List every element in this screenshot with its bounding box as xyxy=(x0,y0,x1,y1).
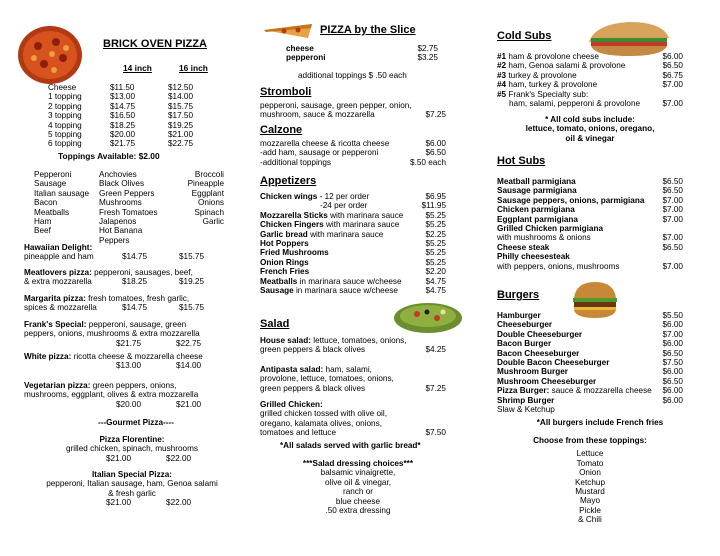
burger-row: Mushroom Cheeseburger $6.50 xyxy=(497,376,683,386)
slice-note: additional toppings $ .50 each xyxy=(298,71,407,80)
size-row: 2 topping $14.75 $15.75 xyxy=(48,101,194,111)
size-header-14: 14 inch xyxy=(123,63,152,73)
cold-sub-row: #2 ham, Genoa salami & provolone $6.50 xyxy=(497,61,683,71)
size-row: Cheese $11.50 $12.50 xyxy=(48,83,194,92)
appetizer-row: Onion Rings $5.25 xyxy=(260,257,446,267)
slice-row: pepperoni $3.25 xyxy=(286,53,438,63)
margarita-pizza: Margarita pizza: fresh tomatoes, fresh garlic, spices & mozzarella $14.75 $15.75 xyxy=(24,294,205,313)
size-header-16: 16 inch xyxy=(179,63,208,73)
dressing-choices: ***Salad dressing choices*** balsamic vinaigrette, olive oil & vinegar, ranch or blue cheese .50 extra dressing xyxy=(302,459,414,516)
house-salad: House salad: lettuce, tomatoes, onions, green peppers & black olives $4.25 xyxy=(260,336,446,355)
appetizer-row: Chicken wings - 12 per order $6.95 xyxy=(260,192,446,201)
appetizer-row: Mozzarella Sticks with marinara sauce $5.25 xyxy=(260,210,446,220)
meatlovers-pizza: Meatlovers pizza: pepperoni, sausages, beef, & extra mozzarella $18.25 $19.25 xyxy=(24,268,205,287)
appetizers-title: Appetizers xyxy=(260,175,317,187)
cold-sub-row: #4 ham, turkey & provolone $7.00 xyxy=(497,80,683,90)
hot-sub-row: Grilled Chicken parmigiana xyxy=(497,224,604,234)
salad-image xyxy=(393,298,463,334)
hot-sub-row: with peppers, onions, mushrooms $7.00 xyxy=(497,261,683,271)
burger-row: Double Bacon Cheeseburger $7.50 xyxy=(497,358,683,368)
cold-subs-list xyxy=(497,52,683,108)
size-row: 6 topping $21.75 $22.75 xyxy=(48,139,194,149)
cold-sub-row: #3 turkey & provolone $6.75 xyxy=(497,70,683,80)
cold-sub-row: ham, salami, pepperoni & provolone $7.00 xyxy=(509,99,683,109)
hawaiian-delight: Hawaiian Delight: pineapple and ham $14.75 $15.75 xyxy=(24,243,205,262)
calzone-row: -additional toppings $.50 each xyxy=(260,157,446,167)
pizza-by-slice-title: PIZZA by the Slice xyxy=(320,24,416,36)
calzone-title: Calzone xyxy=(260,124,303,136)
appetizer-row: Hot Poppers $5.25 xyxy=(260,239,446,249)
burgers-title: Burgers xyxy=(497,289,540,301)
burger-toppings: Choose from these toppings: Lettuce Tomato Onion Ketchup Mustard Mayo Pickle & Chili xyxy=(533,436,647,525)
pizza-image xyxy=(16,22,84,86)
stromboli-item: pepperoni, sausage, green pepper, onion, mushroom, sauce & mozzarella $7.25 xyxy=(260,101,446,120)
slice-list xyxy=(286,44,438,63)
hot-sub-row: Chicken parmigiana $7.00 xyxy=(497,205,683,215)
antipasta-salad: Antipasta salad: ham, salami, provolone, lettuce, tomatoes, onions, green peppers & black olives $7.25 xyxy=(260,365,446,393)
hot-sub-row: Sausage peppers, onions, parmigiana $7.00 xyxy=(497,195,683,205)
appetizer-row: Fried Mushrooms $5.25 xyxy=(260,248,446,258)
franks-special-pizza: Frank's Special: pepperoni, sausage, green peppers, onions, mushrooms & extra mozzarella $21.75 $22.75 xyxy=(24,320,202,348)
size-row: 5 topping $20.00 $21.00 xyxy=(48,130,194,140)
salad-title: Salad xyxy=(260,318,290,330)
size-row: 4 topping $18.25 $19.25 xyxy=(48,120,194,130)
burger-row: Shrimp Burger $6.00 xyxy=(497,395,683,405)
pizza-florentine: Pizza Florentine: grilled chicken, spinach, mushrooms $21.00 $22.00 xyxy=(66,435,198,463)
italian-special-pizza: Italian Special Pizza: pepperoni, Italian sausage, ham, Genoa salami & fresh garlic $21.00 $22.00 xyxy=(46,470,218,508)
cold-sub-row: #1 ham & provolone cheese $6.00 xyxy=(497,52,683,61)
slice-row: cheese $2.75 xyxy=(286,44,438,53)
hot-sub-row: Sausage parmigiana $6.50 xyxy=(497,186,683,196)
burger-row: Double Cheeseburger $7.00 xyxy=(497,329,683,339)
pizza-slice-image xyxy=(262,22,314,46)
toppings-grid: Pepperoni Anchovies Broccoli Sausage Black Olives Pineapple Italian sausage Green Peppers Eggplant Bacon Mushrooms Onions Meatballs Fresh Tomatoes Spinach Ham Jalapenos Garlic Beef Hot Banana Peppers xyxy=(34,170,224,245)
burger-row: Bacon Cheeseburger $6.50 xyxy=(497,348,683,358)
burger-row: Hamburger $5.50 xyxy=(497,311,683,320)
hot-sub-row: Cheese steak $6.50 xyxy=(497,242,683,252)
burgers-list xyxy=(497,311,683,414)
hot-sub-row: Philly cheesesteak xyxy=(497,252,570,262)
size-row: 1 topping $13.00 $14.00 xyxy=(48,92,194,102)
burger-row: Bacon Burger $6.00 xyxy=(497,339,683,349)
calzone-row: -add ham, sausage or pepperoni $6.50 xyxy=(260,148,446,158)
appetizer-row: Garlic bread with marinara sauce $2.25 xyxy=(260,229,446,239)
burger-row: Mushroom Burger $6.00 xyxy=(497,367,683,377)
appetizer-row: French Fries $2.20 xyxy=(260,267,446,277)
hot-subs-list xyxy=(497,177,683,271)
grilled-chicken-salad: Grilled Chicken: grilled chicken tossed with olive oil, oregano, kalamata olives, onions, tomatoes and lettuce $7.50 xyxy=(260,400,446,438)
salad-note: *All salads served with garlic bread* xyxy=(280,441,421,450)
appetizer-row: Sausage in marinara sauce w/cheese $4.75 xyxy=(260,286,446,296)
hot-subs-title: Hot Subs xyxy=(497,155,546,167)
pizza-size-prices xyxy=(48,83,228,149)
calzone-list xyxy=(260,139,446,167)
hot-sub-row: Eggplant parmigiana $7.00 xyxy=(497,214,683,224)
burger-row: Cheeseburger $6.00 xyxy=(497,320,683,330)
burgers-note: *All burgers include French fries xyxy=(536,418,664,427)
size-row: 3 topping $16.50 $17.50 xyxy=(48,111,194,121)
vegetarian-pizza: Vegetarian pizza: green peppers, onions, mushrooms, eggplant, olives & extra mozzarella $20.00 $21.00 xyxy=(24,381,202,409)
appetizer-row: -24 per order $11.95 xyxy=(320,201,446,211)
calzone-row: mozzarella cheese & ricotta cheese $6.00 xyxy=(260,139,446,148)
hot-sub-row: with mushrooms & onions $7.00 xyxy=(497,233,683,243)
white-pizza: White pizza: ricotta cheese & mozzarella cheese $13.00 $14.00 xyxy=(24,352,203,371)
cold-sub-row: #5 Frank's Specialty sub: xyxy=(497,89,589,99)
appetizer-list xyxy=(260,192,446,295)
appetizer-row: Meatballs in marinara sauce w/cheese $4.75 xyxy=(260,276,446,286)
toppings-available-title: Toppings Available: $2.00 xyxy=(58,151,160,161)
hot-sub-row: Meatball parmigiana $6.50 xyxy=(497,177,683,186)
brick-oven-pizza-title: BRICK OVEN PIZZA xyxy=(103,38,207,50)
burger-row: Slaw & Ketchup xyxy=(497,405,555,415)
appetizer-row: Chicken Fingers with marinara sauce $5.25 xyxy=(260,220,446,230)
gourmet-pizza-title: ---Gourmet Pizza---- xyxy=(98,418,174,427)
cold-subs-note: * All cold subs include: lettuce, tomato, onions, oregano, oil & vinegar xyxy=(525,115,655,143)
burger-row: Pizza Burger: sauce & mozzarella cheese $6.00 xyxy=(497,386,683,396)
cold-subs-title: Cold Subs xyxy=(497,30,552,42)
stromboli-title: Stromboli xyxy=(260,86,312,98)
